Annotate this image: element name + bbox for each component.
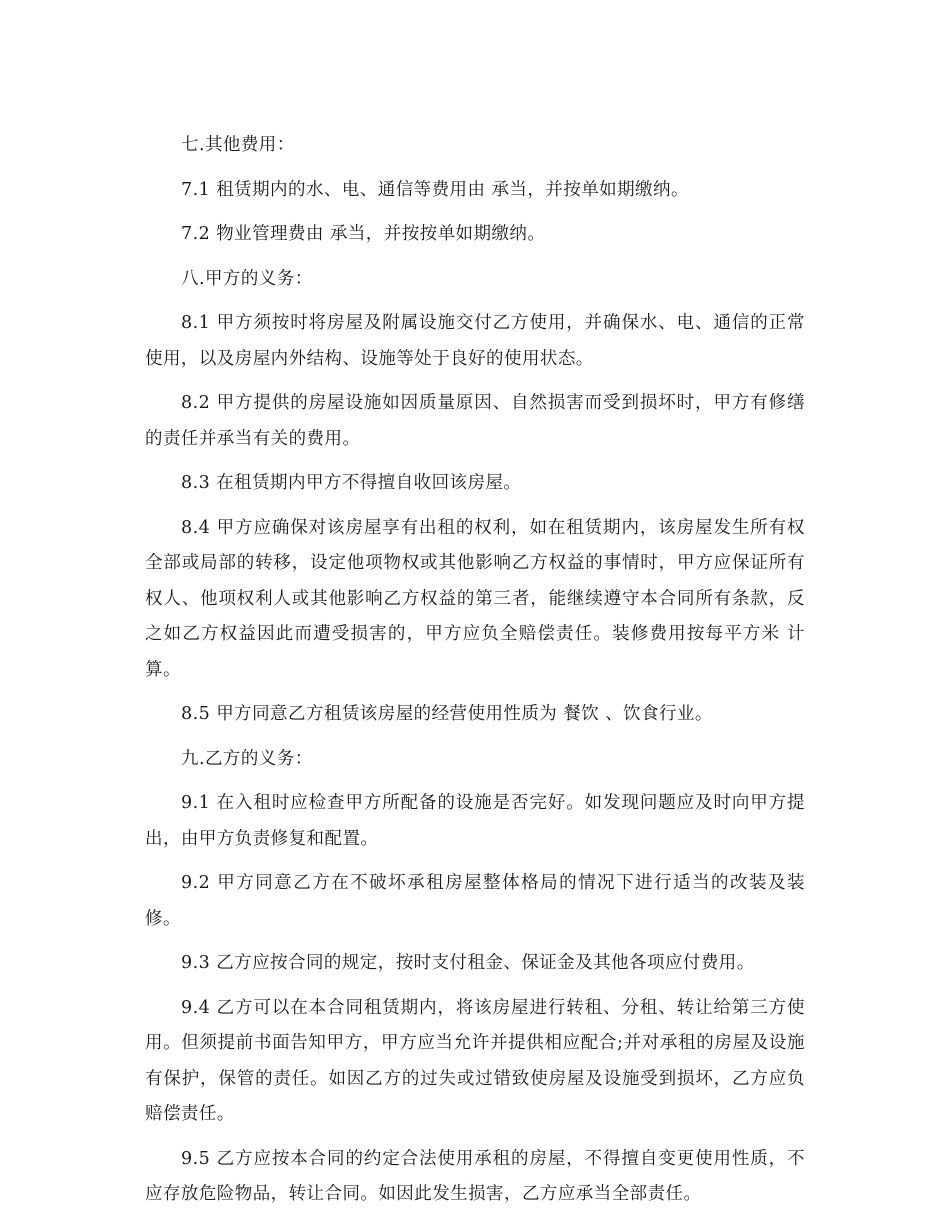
clause-8-2: 8.2 甲方提供的房屋设施如因质量原因、自然损害而受到损坏时，甲方有修缮的责任并承当有关的费用。 (145, 393, 805, 449)
clause-9-1: 9.1 在入租时应检查甲方所配备的设施是否完好。如发现问题应及时向甲方提出，由甲方负责修复和配置。 (145, 793, 805, 849)
clause-9-4: 9.4 乙方可以在本合同租赁期内，将该房屋进行转租、分租、转让给第三方使用。但须提前书面告知甲方，甲方应当允许并提供相应配合;并对承租的房屋及设施有保护，保管的责任。如因乙方的过失或过错致使房屋及设施受到损坏，乙方应负赔偿责任。 (145, 997, 805, 1124)
clause-8-5: 8.5 甲方同意乙方租赁该房屋的经营使用性质为 餐饮 、饮食行业。 (181, 704, 713, 724)
clause-9-3: 9.3 乙方应按合同的规定，按时支付租金、保证金及其他各项应付费用。 (181, 953, 755, 973)
clause-8-4: 8.4 甲方应确保对该房屋享有出租的权利，如在租赁期内，该房屋发生所有权全部或局部的转移，设定他项物权或其他影响乙方权益的事情时，甲方应保证所有权人、他项权利人或其他影响乙方权益的第三者，能继续遵守本合同所有条款，反之如乙方权益因此而遭受损害的，甲方应负全赔偿责任。装修费用按每平方米 计算。 (145, 517, 805, 680)
clause-7-1: 7.1 租赁期内的水、电、通信等费用由 承当，并按单如期缴纳。 (181, 179, 689, 200)
document-page (145, 128, 805, 1222)
clause-9-2: 9.2 甲方同意乙方在不破坏承租房屋整体格局的情况下进行适当的改装及装修。 (145, 873, 805, 929)
clause-8-3: 8.3 在租赁期内甲方不得擅自收回该房屋。 (181, 473, 522, 493)
section-8-heading: 八.甲方的义务： (181, 268, 313, 289)
section-7-heading: 七.其他费用： (181, 135, 295, 155)
clause-9-5: 9.5 乙方应按本合同的约定合法使用承租的房屋，不得擅自变更使用性质，不应存放危险物品，转让合同。如因此发生损害，乙方应承当全部责任。 (145, 1148, 805, 1204)
clause-8-1: 8.1 甲方须按时将房屋及附属设施交付乙方使用，并确保水、电、通信的正常使用，以及房屋内外结构、设施等处于良好的使用状态。 (145, 313, 805, 369)
section-9-heading: 九.乙方的义务： (181, 748, 313, 769)
clause-7-2: 7.2 物业管理费由 承当，并按按单如期缴纳。 (181, 224, 546, 244)
